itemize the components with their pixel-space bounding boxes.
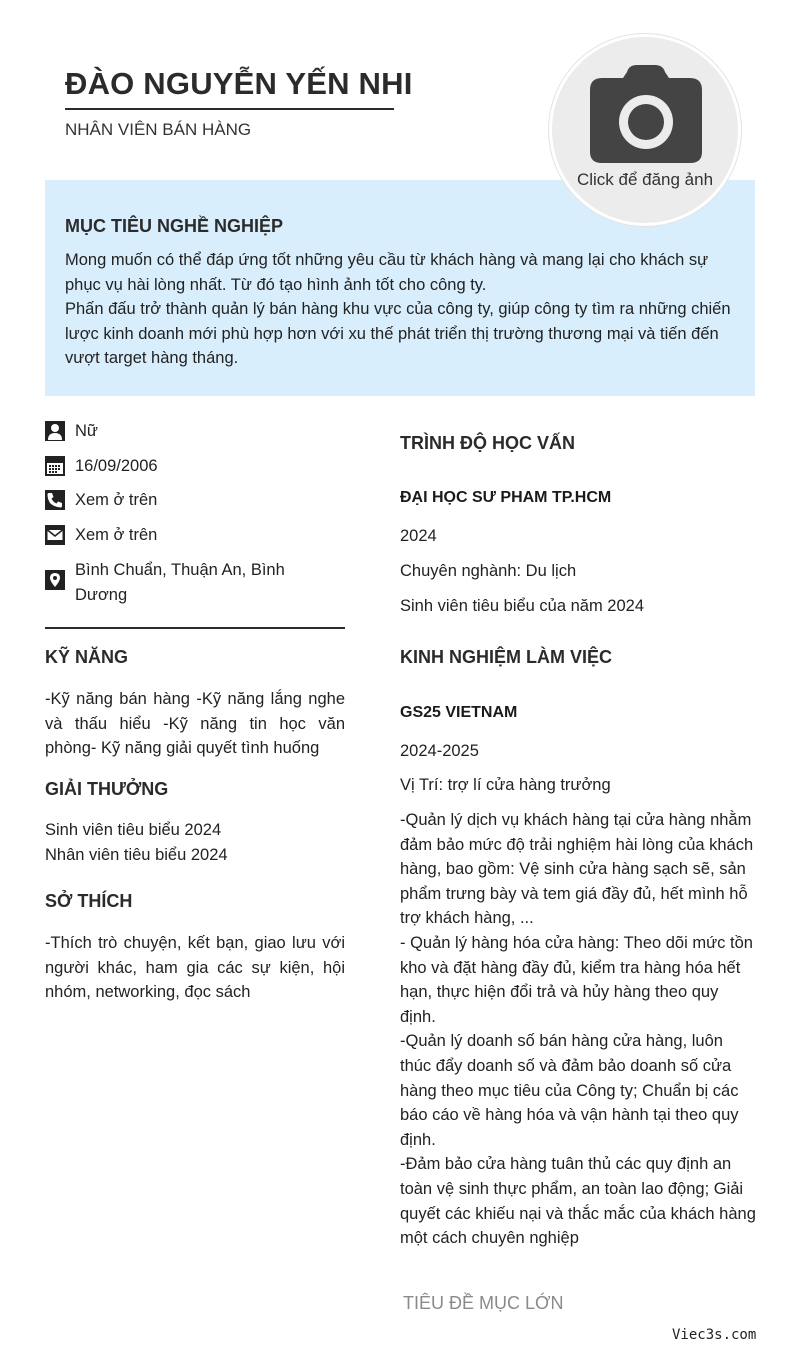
award-item: Nhân viên tiêu biểu 2024	[45, 845, 228, 864]
job-title: NHÂN VIÊN BÁN HÀNG	[65, 120, 252, 139]
objective-text-2: Phấn đấu trở thành quản lý bán hàng khu vực của công ty, giúp công ty tìm ra những chiến lược kinh doanh mới phù hợp hơn với xu thế phát triển thị trường thương mại và tiến đến vượt target hàng tháng.	[65, 300, 731, 368]
candidate-name: ĐÀO NGUYỄN YẾN NHI	[65, 66, 394, 110]
education-title: TRÌNH ĐỘ HỌC VẤN	[400, 433, 575, 453]
company-name: GS25 VIETNAM	[400, 704, 518, 721]
education-major: Chuyên nghành: Du lịch	[400, 562, 577, 580]
skills-text: -Kỹ năng bán hàng -Kỹ năng lắng nghe và thấu hiểu -Kỹ năng tin học văn phòng- Kỹ năng giải quyết tình huống	[45, 690, 345, 758]
awards-list	[45, 818, 345, 867]
education-year: 2024	[400, 527, 437, 545]
objective-text-1: Mong muốn có thể đáp ứng tốt những yêu cầu từ khách hàng và mang lại cho khách sự phục vụ hài lòng nhất. Từ đó tạo hình ảnh tốt cho công ty.	[65, 251, 709, 294]
hobbies-text: -Thích trò chuyện, kết bạn, giao lưu với người khác, ham gia các sự kiện, hội nhóm, networking, đọc sách	[45, 934, 345, 1002]
calendar-icon	[45, 456, 65, 476]
education-note: Sinh viên tiêu biểu của năm 2024	[400, 597, 645, 615]
experience-period: 2024-2025	[400, 742, 479, 760]
duty-item: -Quản lý doanh số bán hàng cửa hàng, luôn thúc đẩy doanh số và đảm bảo doanh số cửa hàng theo mục tiêu của Công ty; Chuẩn bị các báo cáo về hàng hóa và vận hành tại theo quy định.	[400, 1032, 739, 1149]
email-value: Xem ở trên	[75, 526, 158, 544]
gender-value: Nữ	[75, 422, 98, 440]
phone-icon	[45, 490, 65, 510]
address-value: Bình Chuẩn, Thuận An, Bình Dương	[75, 561, 285, 604]
contact-gender	[45, 419, 335, 444]
duty-item: -Đảm bảo cửa hàng tuân thủ các quy định an toàn vệ sinh thực phẩm, an toàn lao động; Giải quyết các khiếu nại và thắc mắc của khách hàng một cách chuyên nghiệp	[400, 1155, 756, 1248]
contact-address	[45, 558, 315, 607]
photo-upload-label: Click để đăng ảnh	[576, 170, 714, 189]
experience-title: KINH NGHIỆM LÀM VIỆC	[400, 647, 613, 667]
hobbies-title: SỞ THÍCH	[45, 891, 133, 911]
photo-upload[interactable]	[549, 34, 741, 226]
awards-title: GIẢI THƯỞNG	[45, 779, 169, 799]
contact-phone	[45, 488, 335, 513]
experience-position: Vị Trí: trợ lí cửa hàng trưởng	[400, 776, 611, 794]
duty-item: - Quản lý hàng hóa cửa hàng: Theo dõi mức tồn kho và đặt hàng đầy đủ, kiểm tra hàng hóa hết hạn, thực hiện đổi trả và hủy hàng theo quy định.	[400, 933, 753, 1026]
site-brand: Viec3s.com	[672, 1327, 757, 1343]
email-icon	[45, 525, 65, 545]
birthday-value: 16/09/2006	[75, 457, 158, 475]
divider	[45, 627, 345, 629]
duty-item: -Quản lý dịch vụ khách hàng tại cửa hàng nhằm đảm bảo mức độ trải nghiệm hài lòng của khách hàng, bao gồm: Vệ sinh cửa hàng sạch sẽ, sản phẩm trưng bày và tem giá đầy đủ, hết mình hỗ trợ khách hàng, ...	[400, 811, 754, 928]
location-pin-icon	[45, 570, 65, 590]
contact-birthday	[45, 454, 335, 479]
award-item: Sinh viên tiêu biểu 2024	[45, 821, 222, 839]
phone-value: Xem ở trên	[75, 491, 158, 509]
school-name: ĐẠI HỌC SƯ PHAM TP.HCM	[400, 489, 612, 506]
camera-icon	[589, 64, 703, 164]
objective-title: MỤC TIÊU NGHỀ NGHIỆP	[65, 216, 284, 236]
skills-title: KỸ NĂNG	[45, 647, 129, 667]
add-section-placeholder[interactable]: TIÊU ĐỀ MỤC LỚN	[403, 1293, 564, 1313]
experience-duties	[400, 808, 756, 1251]
contact-email	[45, 523, 335, 548]
person-icon	[45, 421, 65, 441]
